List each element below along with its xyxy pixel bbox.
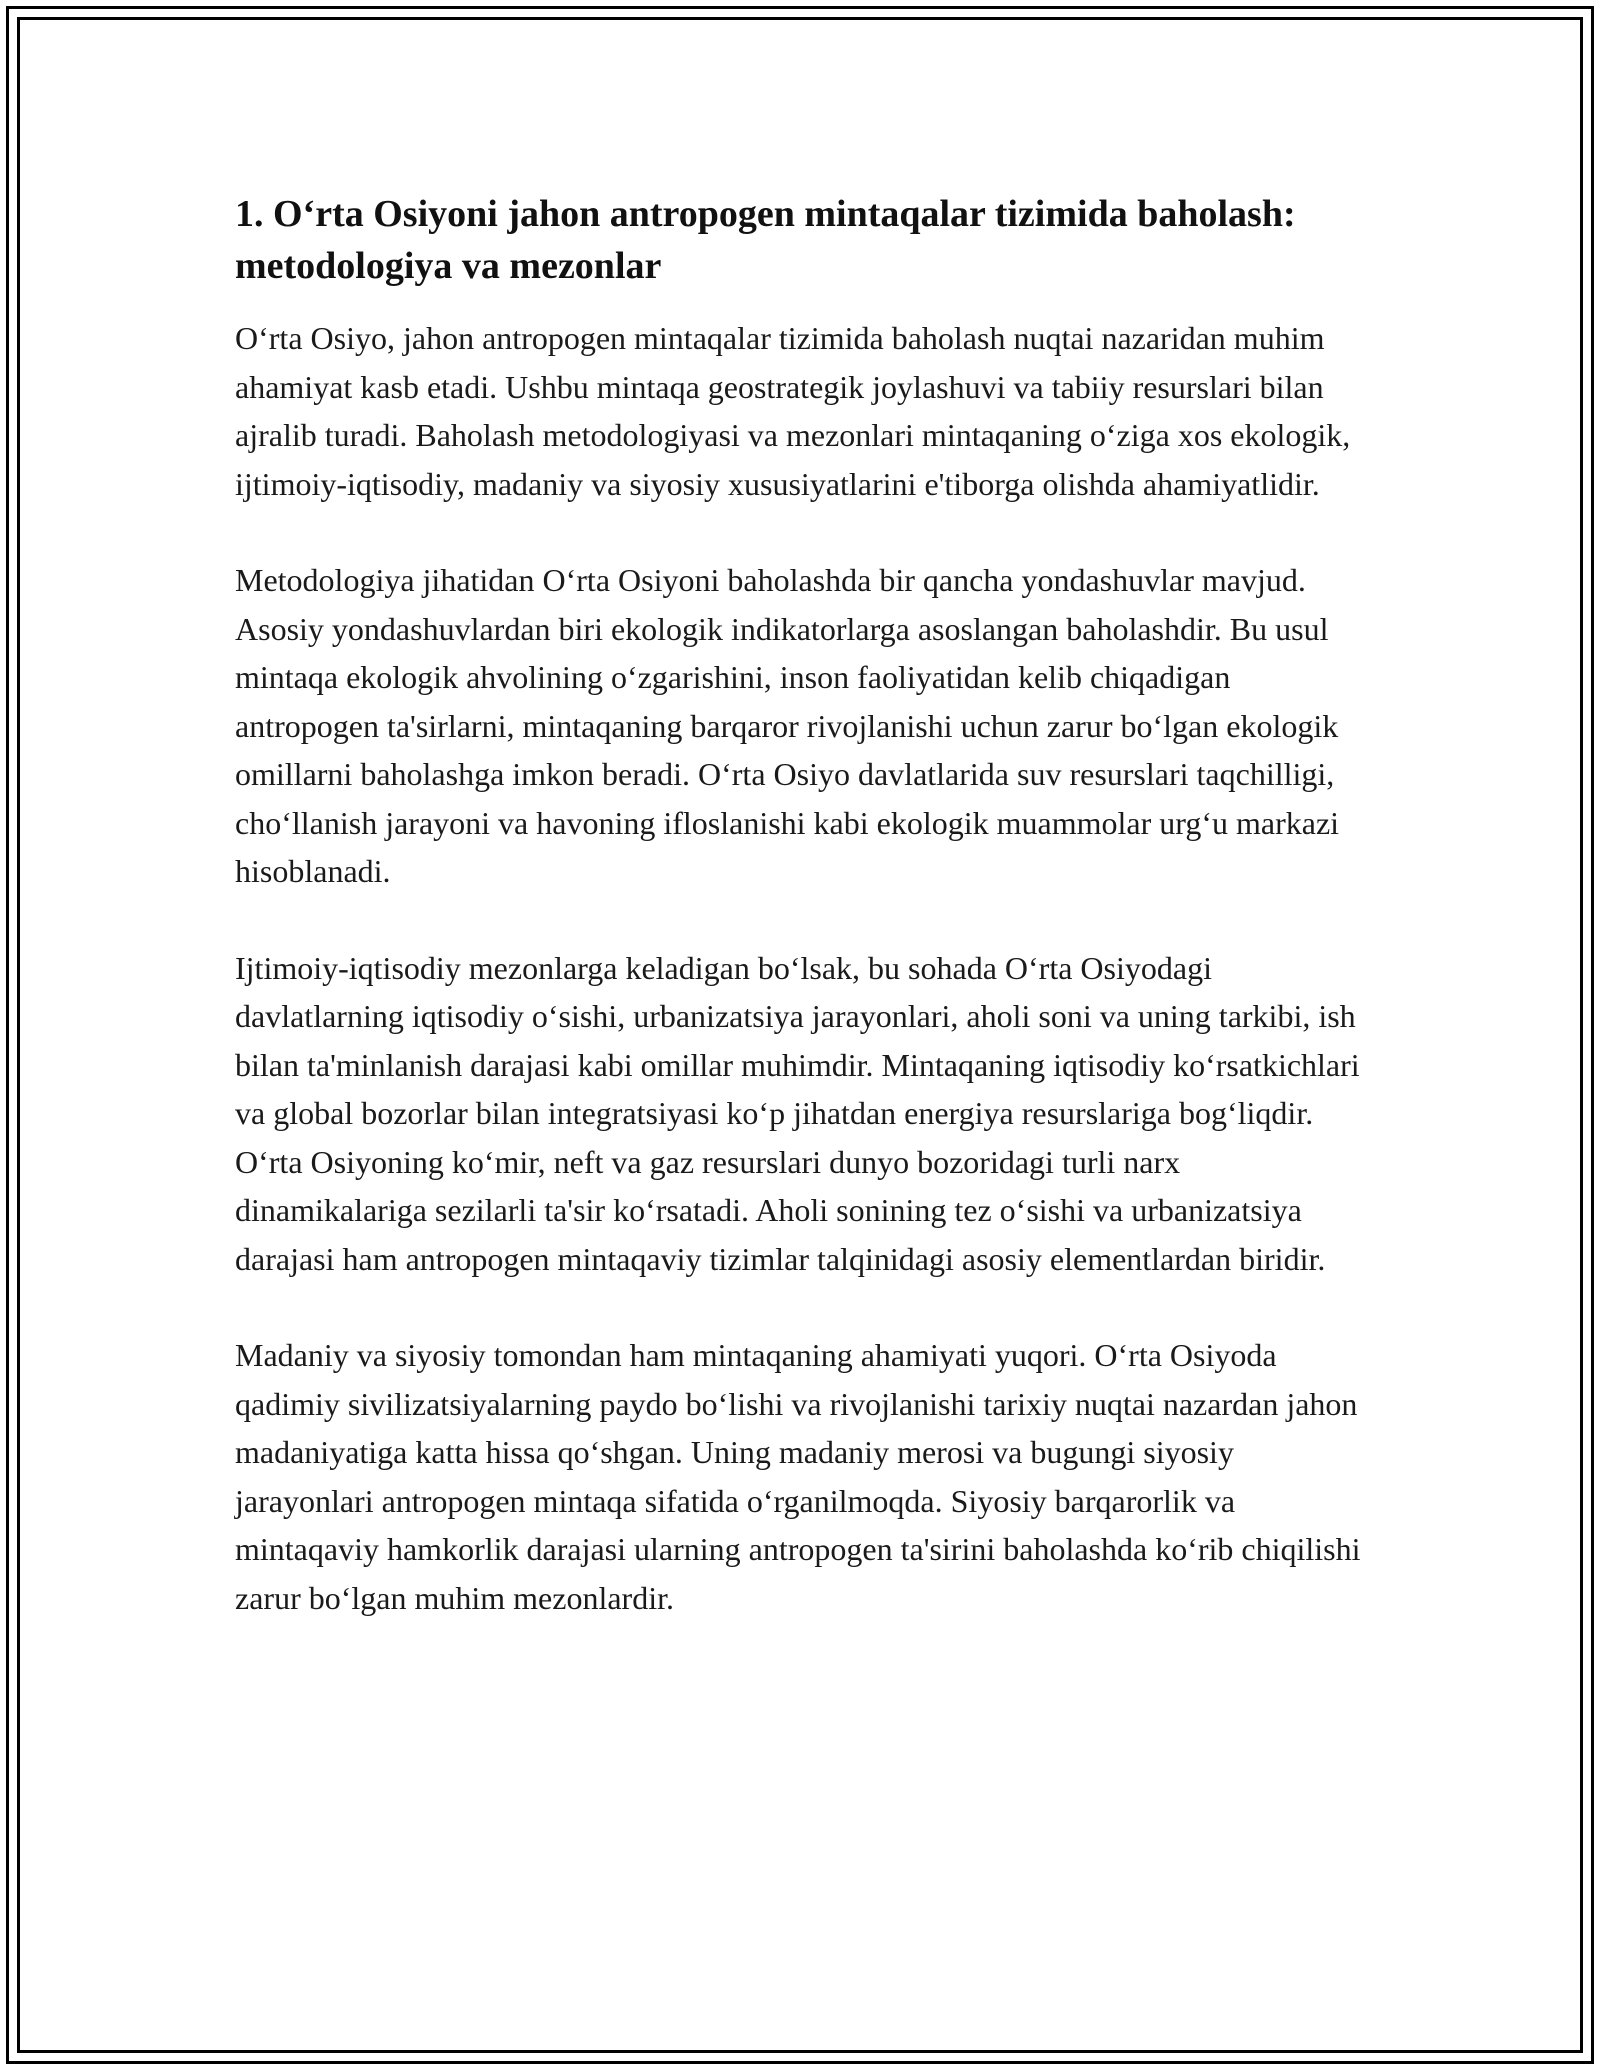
- paragraph-cultural-political: Madaniy va siyosiy tomondan ham mintaqaning ahamiyati yuqori. O‘rta Osiyoda qadimiy sivilizatsiyalarning paydo bo‘lishi va rivojlanishi tarixiy nuqtai nazardan jahon madaniyatiga katta hissa qo‘shgan. Uning madaniy merosi va bugungi siyosiy jarayonlari antropogen mintaqa sifatida o‘rganilmoqda. Siyosiy barqarorlik va mintaqaviy hamkorlik darajasi ularning antropogen ta'sirini baholashda ko‘rib chiqilishi zarur bo‘lgan muhim mezonlardir.: [235, 1337, 1361, 1616]
- paragraph-intro: O‘rta Osiyo, jahon antropogen mintaqalar tizimida baholash nuqtai nazaridan muhim ahamiyat kasb etadi. Ushbu mintaqa geostrategik joylashuvi va tabiiy resurslari bilan ajralib turadi. Baholash metodologiyasi va mezonlari mintaqaning o‘ziga xos ekologik, ijtimoiy-iqtisodiy, madaniy va siyosiy xususiyatlarini e'tiborga olishda ahamiyatlidir.: [235, 320, 1351, 502]
- paragraph-socioeconomic: Ijtimoiy-iqtisodiy mezonlarga keladigan bo‘lsak, bu sohada O‘rta Osiyodagi davlatlarning iqtisodiy o‘sishi, urbanizatsiya jarayonlari, aholi soni va uning tarkibi, ish bilan ta'minlanish darajasi kabi omillar muhimdir. Mintaqaning iqtisodiy ko‘rsatkichlari va global bozorlar bilan integratsiyasi ko‘p jihatdan energiya resurslariga bog‘liqdir. O‘rta Osiyoning ko‘mir, neft va gaz resurslari dunyo bozoridagi turli narx dinamikalariga sezilarli ta'sir ko‘rsatadi. Aholi sonining tez o‘sishi va urbanizatsiya darajasi ham antropogen mintaqaviy tizimlar talqinidagi asosiy elementlardan biridir.: [235, 949, 1360, 1277]
- document-body: [235, 188, 1375, 1622]
- paragraph-methodology: Metodologiya jihatidan O‘rta Osiyoni baholashda bir qancha yondashuvlar mavjud. Asosiy yondashuvlardan biri ekologik indikatorlarga asoslangan baholashdir. Bu usul mintaqa ekologik ahvolining o‘zgarishini, inson faoliyatidan kelib chiqadigan antropogen ta'sirlarni, mintaqaning barqaror rivojlanishi uchun zarur bo‘lgan ekologik omillarni baholashga imkon beradi. O‘rta Osiyo davlatlarida suv resurslari taqchilligi, cho‘llanish jarayoni va havoning ifloslanishi kabi ekologik muammolar urg‘u markazi hisoblanadi.: [235, 562, 1340, 889]
- section-heading: 1. O‘rta Osiyoni jahon antropogen mintaqalar tizimida baholash: metodologiya va mezonlar: [235, 193, 1296, 287]
